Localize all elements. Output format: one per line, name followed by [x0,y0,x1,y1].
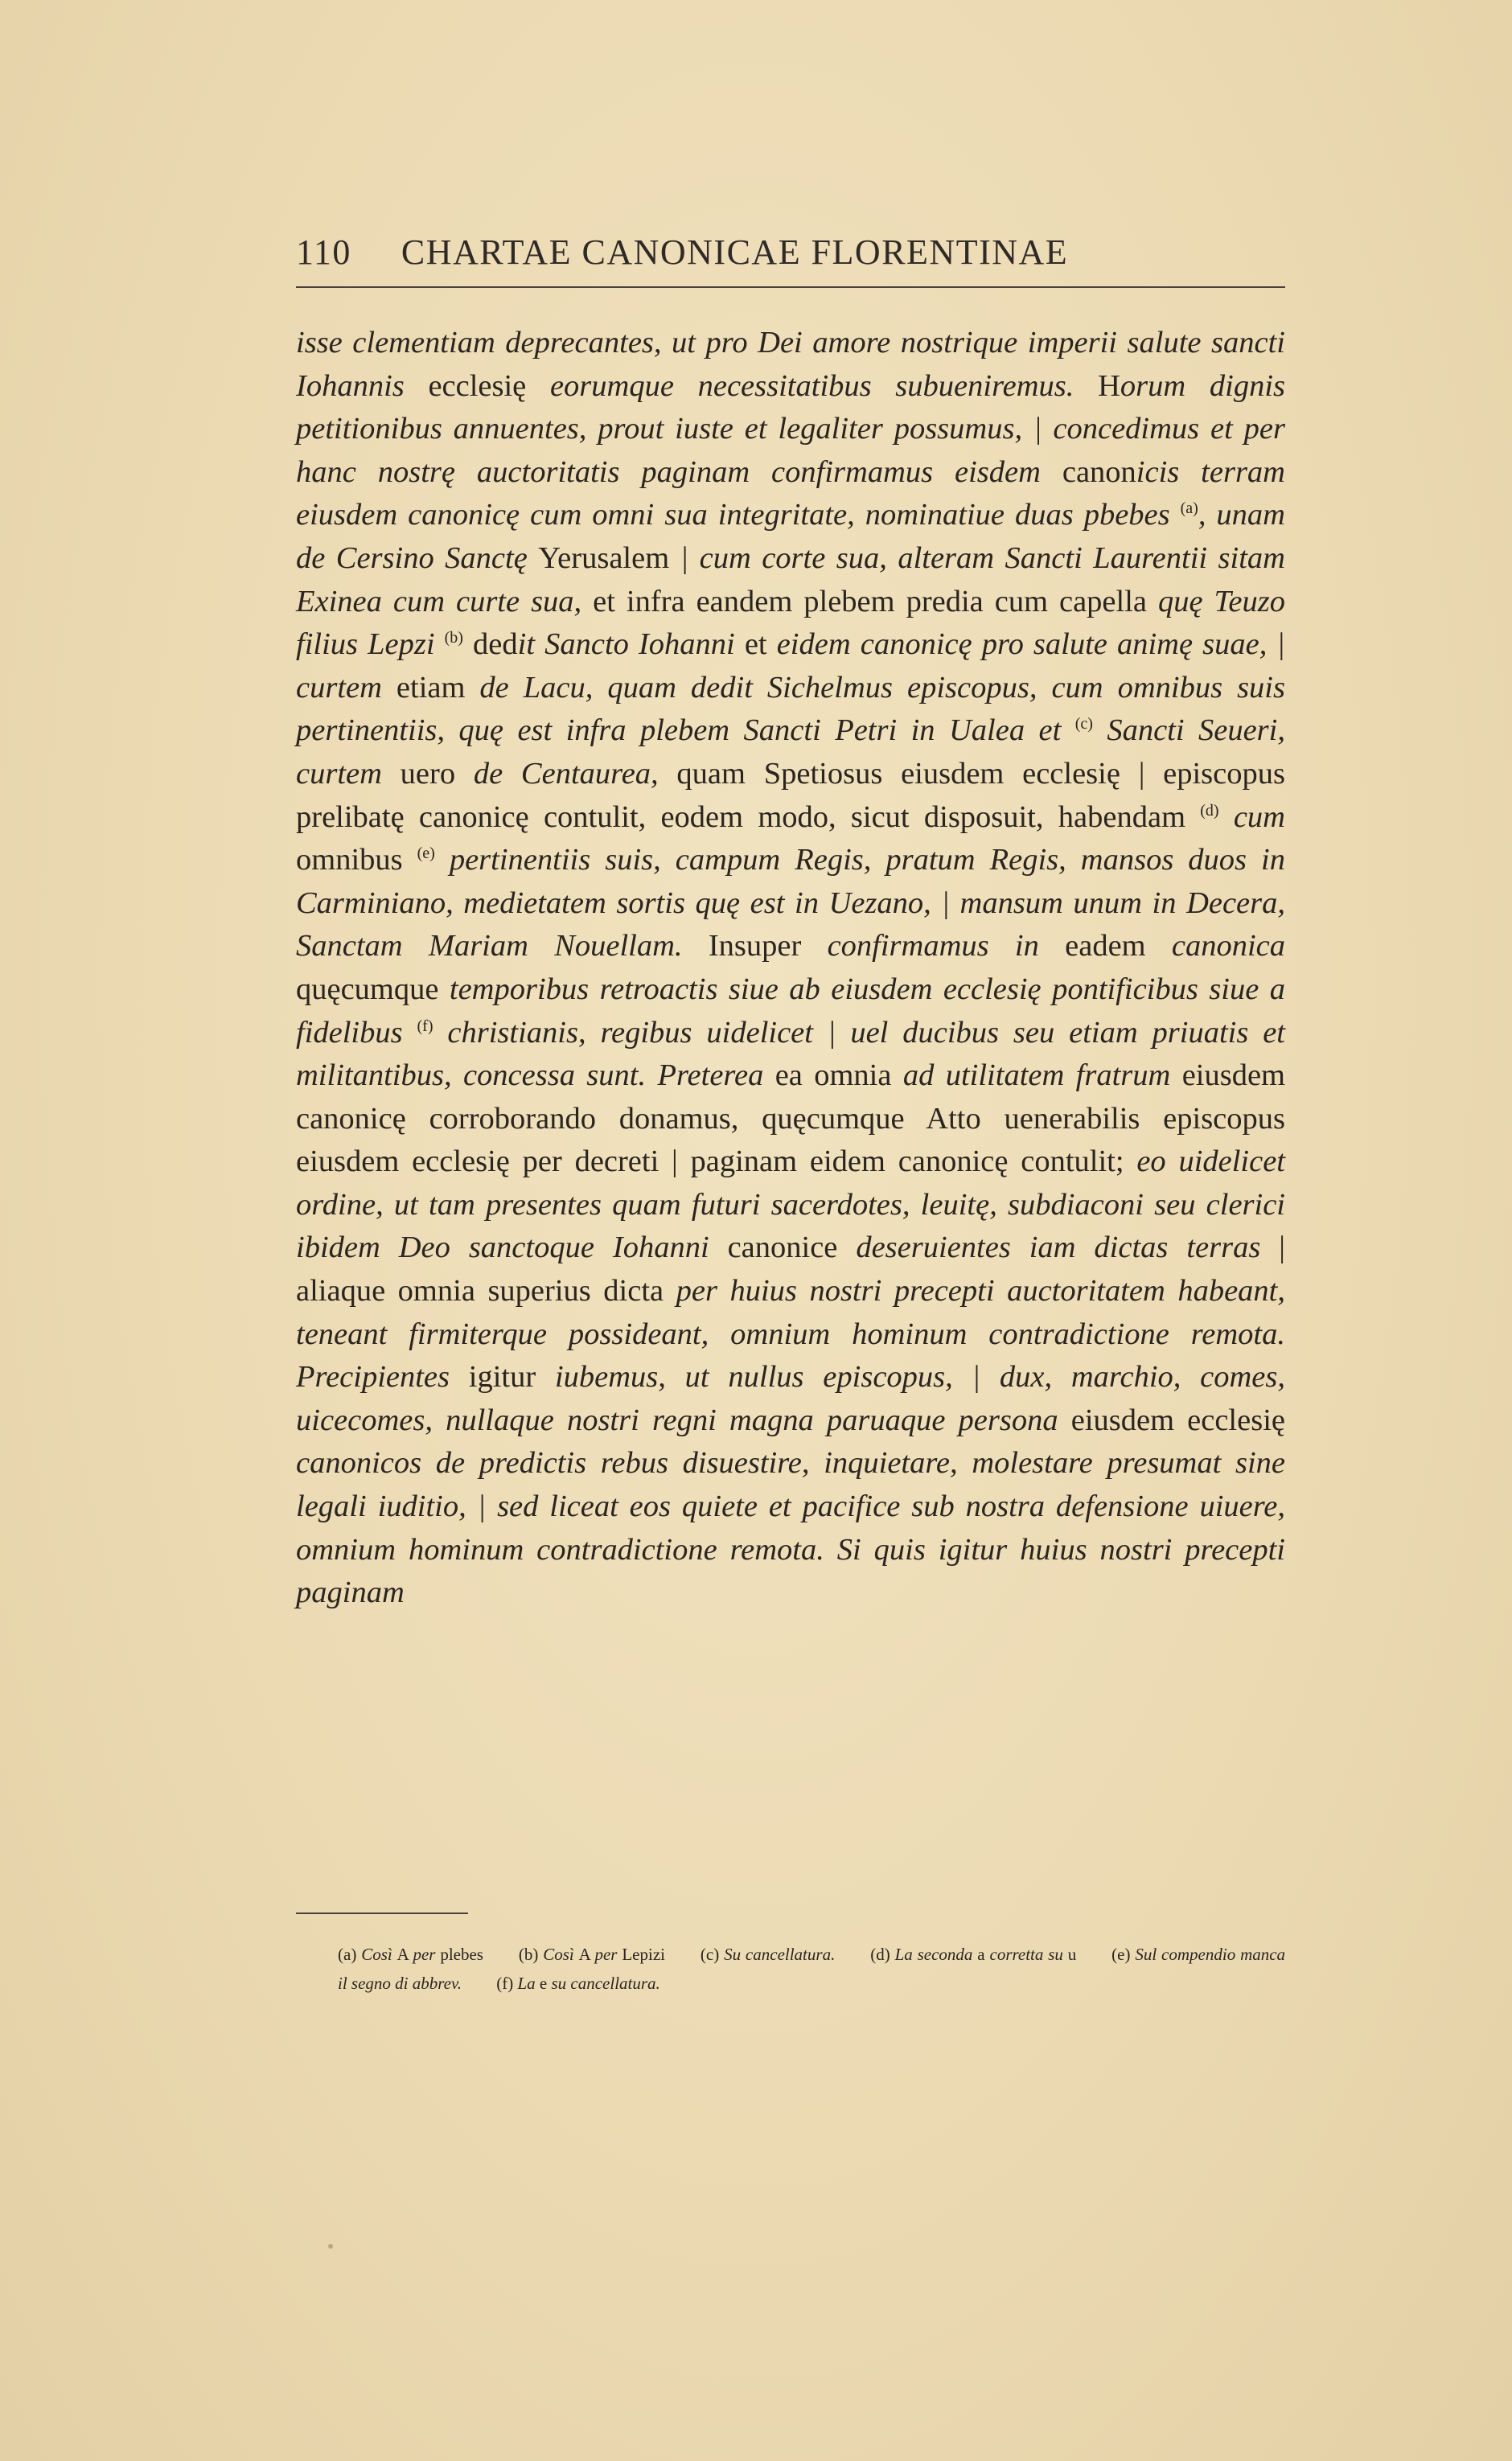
header-rule [296,286,1285,288]
roman-text-run: quam Spetiosus eiusdem ecclesię | episcopus prelibatę canonicę contulit, eodem modo, sicut disposuit, habendam [296,756,1285,834]
roman-text-run: uero [400,756,474,791]
italic-text-run: eo uidelicet ordine, ut tam presentes quam futuri sacerdotes, leuitę, subdiaconi seu clerici ibidem Deo sanctoque Iohanni [296,1144,1285,1265]
italic-text-run: Sul compendio manca il segno di abbrev. [338,1945,1286,1993]
roman-text-run: u [1067,1945,1077,1964]
running-header [296,232,1285,280]
roman-text-run: H [1098,368,1120,403]
italic-text-run: deseruientes iam dictas terras [856,1230,1280,1265]
charter-text [296,322,1285,1615]
roman-text-run: (f) [496,1974,518,1993]
running-title: CHARTAE CANONICAE FLORENTINAE [401,232,1069,272]
footnotes [338,1940,1285,1998]
italic-text-run: quę Teuzo filius Lepzi [296,584,1285,662]
italic-text-run: cum [1218,799,1285,834]
roman-text-run: eiusdem canonicę corroborando donamus, quęcumque Atto uenerabilis episcopus eiusdem ecclesię per decreti | paginam eidem canonicę contulit; [296,1058,1285,1179]
italic-text-run: iubemus, ut nullus episcopus, | dux, marchio, comes, uicecomes, nullaque nostri regni magna paruaque persona [296,1360,1285,1437]
roman-text-run: (e) [1111,1945,1136,1964]
roman-text-run: | aliaque omnia superius dicta [296,1230,1285,1309]
italic-text-run: , unam de Cersino Sanctę [296,498,1285,575]
italic-text-run: pertinentiis suis, campum Regis, pratum Regis, mansos duos in Carminiano, medietatem sortis quę est in Uezano, | mansum unum in Decera, Sanctam Mariam Nouellam. [296,843,1285,963]
italic-text-run: canonicos de predictis rebus disuestire, inquietare, molestare presumat sine legali iuditio, | sed liceat eos quiete et pacifice sub nostra defensione uiuere, omnium hominum contradictione remota. Si quis igitur huius nostri precepti paginam [296,1446,1285,1610]
footnote-rule [296,1913,468,1914]
footnote-item [870,1945,1076,1964]
italic-text-run: Sancti Seueri, curtem [296,713,1285,791]
italic-text-run: temporibus retroactis siue ab eiusdem ecclesię pontificibus siue a fidelibus [296,972,1285,1050]
italic-text-run: Su cancellatura. [724,1945,836,1964]
italic-text-run: per [413,1945,441,1964]
roman-text-run: ecclesię [428,368,550,403]
roman-text-run: et [744,627,777,662]
roman-text-run: Yerusalem [538,540,680,575]
roman-text-run: (b) [518,1945,544,1964]
italic-text-run: Così [361,1945,397,1964]
footnote-marker: (f) [417,1017,433,1035]
footnote-marker: (c) [1074,715,1093,733]
italic-text-run: eidem canonicę pro salute animę suae, | curtem [296,627,1285,705]
paper-spot [328,2244,333,2249]
footnote-marker: (b) [444,629,463,647]
roman-text-run: canon [1062,454,1136,489]
roman-text-run: a [977,1945,990,1964]
italic-text-run: per [594,1945,622,1964]
italic-text-run: icis terram eiusdem canonicę cum omni sua integritate, nominatiue duas pbebes [296,454,1285,532]
italic-text-run: per huius nostri precepti auctoritatem habeant, teneant firmiterque possideant, omnium hominum contradictione remota. Precipientes [296,1274,1285,1395]
italic-text-run: su cancellatura. [551,1974,660,1993]
footnote-marker: (a) [1180,499,1198,518]
footnote-item [701,1945,835,1964]
italic-text-run: ad utilitatem fratrum [902,1058,1182,1093]
italic-text-run: de Lacu, quam dedit Sichelmus episcopus, cum omnibus suis pertinentiis, quę est infra plebem Sancti Petri in Ualea et [296,670,1285,748]
italic-text-run: it Sancto Iohanni [517,627,745,662]
roman-text-run: ea omnia [774,1058,903,1093]
italic-text-run: de Centaurea, [473,756,677,791]
italic-text-run: canonica [1171,929,1286,963]
roman-text-run: eiusdem ecclesię [1070,1403,1285,1437]
footnote-marker: (e) [417,844,435,863]
italic-text-run: eorumque necessitatibus subueniremus. [549,368,1099,403]
italic-text-run: La [517,1974,540,1993]
footnote-item [519,1945,665,1964]
roman-text-run: A [396,1945,413,1964]
roman-text-run: eadem [1065,929,1172,963]
roman-text-run: quęcumque [296,972,450,1006]
roman-text-run: Lepizi [622,1945,665,1964]
roman-text-run: omnibus [296,843,417,877]
italic-text-run: confirmamus in [827,929,1066,963]
roman-text-run: (d) [870,1945,895,1964]
roman-text-run: plebes [440,1945,483,1964]
italic-text-run: corretta su [989,1945,1068,1964]
roman-text-run: (c) [700,1945,725,1964]
roman-text-run: canonice [727,1230,857,1265]
roman-text-run: igitur [468,1360,555,1395]
roman-text-run: (a) [338,1945,362,1964]
footnote-marker: (d) [1200,801,1219,820]
roman-text-run: et infra eandem plebem predia cum capella [593,584,1158,618]
italic-text-run: | cum corte sua, alteram Sancti Laurentii sitam Exinea cum curte sua, [296,540,1285,618]
italic-text-run: La seconda [894,1945,978,1964]
italic-text-run: isse clementiam deprecantes, ut pro Dei amore nostrique imperii salute sancti Iohannis [296,326,1285,403]
footnote-item [338,1945,483,1964]
page-number: 110 [296,232,351,272]
italic-text-run: Così [543,1945,579,1964]
roman-text-run: A [578,1945,595,1964]
roman-text-run: Insuper [708,929,828,963]
roman-text-run: etiam [396,670,480,705]
roman-text-run: ded [462,627,518,662]
italic-text-run: christianis, regibus uidelicet | uel ducibus seu etiam priuatis et militantibus, concessa sunt. Preterea [296,1015,1285,1093]
roman-text-run: e [539,1974,552,1993]
footnote-item [496,1974,660,1993]
italic-text-run: orum dignis petitionibus annuentes, prout iuste et legaliter possumus, | concedimus et per hanc nostrę auctoritatis paginam confirmamus eisdem [296,368,1285,489]
